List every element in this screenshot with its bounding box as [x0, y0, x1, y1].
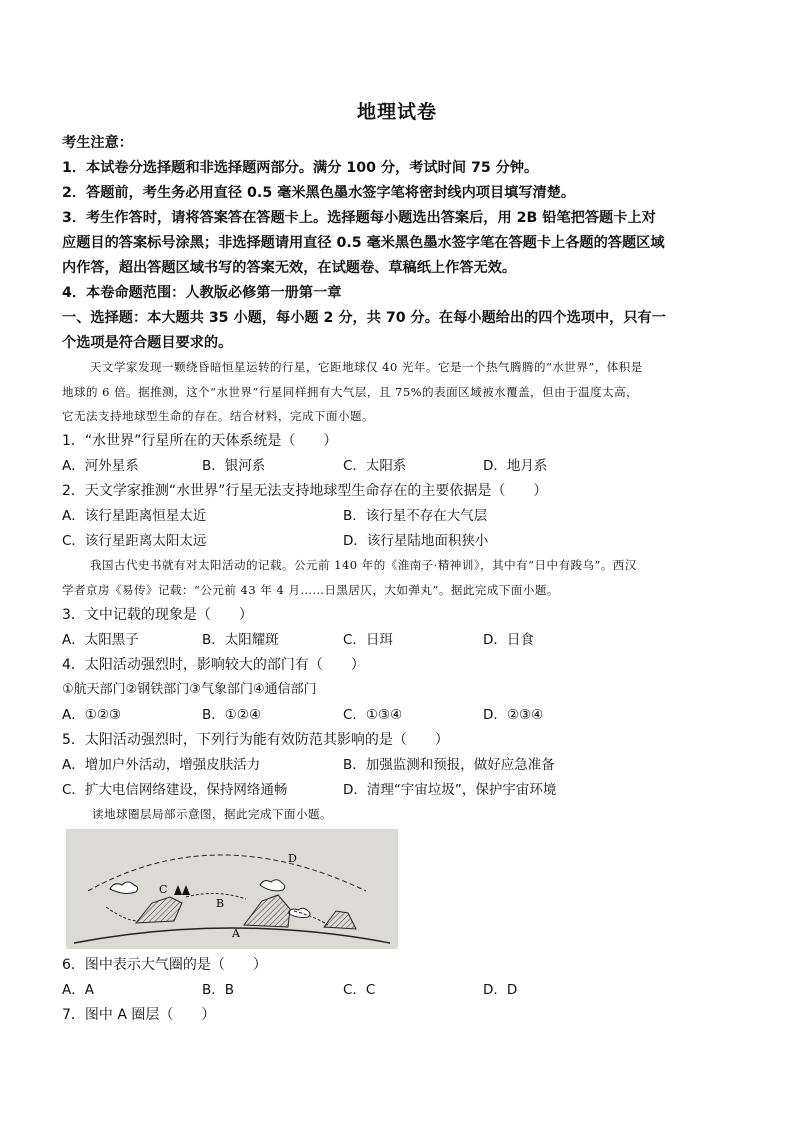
passage-line: 它无法支持地球型生命的存在。结合材料，完成下面小题。 — [62, 409, 374, 423]
option-b: B．加强监测和预报，做好应急准备 — [343, 757, 555, 773]
option-row — [62, 753, 742, 777]
question-stem: 4．太阳活动强烈时，影响较大的部门有（ ） — [62, 657, 365, 673]
option-row — [62, 628, 742, 652]
option-d: D．清理“宇宙垃圾”，保护宇宙环境 — [343, 782, 557, 798]
option-c: C．扩大电信网络建设，保持网络通畅 — [62, 782, 288, 798]
option-d: D．D — [483, 982, 518, 998]
option-row — [62, 454, 742, 478]
label-c: C — [159, 883, 168, 896]
earth-spheres-diagram — [66, 829, 398, 949]
option-a: A．河外星系 — [62, 458, 139, 474]
notice-line: 应题目的答案标号涂黑；非选择题请用直径 0.5 毫米黑色墨水签字笔在答题卡上各题的答题区域 — [62, 235, 665, 251]
cloud-icon — [260, 880, 285, 891]
option-row — [62, 978, 742, 1002]
question-stem: 7．图中 A 圈层（ ） — [62, 1007, 216, 1023]
page-title: 地理试卷 — [356, 101, 437, 123]
passage-line: 我国古代史书就有对太阳活动的记载。公元前 140 年的《淮南子·精神训》，其中有“日中有踆乌”。西汉 — [90, 558, 637, 572]
mountain-right — [324, 911, 356, 929]
section-heading: 个选项是符合题目要求的。 — [62, 335, 233, 351]
passage-line: 读地球圈层局部示意图，据此完成下面小题。 — [92, 807, 332, 821]
cloud-icon — [110, 882, 138, 893]
option-d: D．该行星陆地面积狭小 — [343, 533, 489, 549]
option-a: A．①②③ — [62, 707, 122, 723]
label-b: B — [216, 897, 225, 910]
mountain-left — [136, 897, 182, 923]
label-a: A — [232, 927, 240, 940]
notice-line: 1．本试卷分选择题和非选择题两部分。满分 100 分，考试时间 75 分钟。 — [62, 160, 539, 176]
notice-line: 4．本卷命题范围：人教版必修第一册第一章 — [62, 285, 342, 301]
notice-line: 3．考生作答时，请将答案答在答题卡上。选择题每小题选出答案后，用 2B 铅笔把答题卡上对 — [62, 210, 656, 226]
option-row — [62, 504, 742, 528]
option-c: C．C — [343, 982, 376, 998]
option-c: C．日珥 — [343, 632, 393, 648]
question-stem: 1．“水世界”行星所在的天体系统是（ ） — [62, 433, 338, 449]
option-b: B．B — [202, 982, 235, 998]
passage-line: 天文学家发现一颗绕昏暗恒星运转的行星，它距地球仅 40 光年。它是一个热气腾腾的“水世界”，体积是 — [90, 360, 643, 374]
option-c: C．该行星距离太阳太远 — [62, 533, 207, 549]
option-b: B．太阳耀斑 — [202, 632, 279, 648]
option-c: C．①③④ — [343, 707, 403, 723]
notice-line: 内作答，超出答题区域书写的答案无效，在试题卷、草稿纸上作答无效。 — [62, 260, 517, 276]
mountain-middle — [244, 895, 290, 927]
label-d: D — [288, 852, 297, 865]
section-heading: 一、选择题：本大题共 35 小题，每小题 2 分，共 70 分。在每小题给出的四个选项中，只有一 — [62, 310, 666, 326]
passage-line: 地球的 6 倍。据推测，这个“水世界”行星同样拥有大气层，且 75%的表面区域被水覆盖，但由于温度太高， — [62, 385, 639, 399]
option-a: A．该行星距离恒星太近 — [62, 508, 207, 524]
question-items: ①航天部门②钢铁部门③气象部门④通信部门 — [62, 682, 317, 697]
notice-heading: 考生注意： — [62, 135, 133, 151]
question-stem: 5．太阳活动强烈时，下列行为能有效防范其影响的是（ ） — [62, 732, 449, 748]
option-b: B．该行星不存在大气层 — [343, 508, 488, 524]
option-d: D．地月系 — [483, 458, 548, 474]
option-b: B．银河系 — [202, 458, 266, 474]
option-c: C．太阳系 — [343, 458, 407, 474]
option-d: D．②③④ — [483, 707, 544, 723]
option-d: D．日食 — [483, 632, 534, 648]
option-row — [62, 778, 742, 802]
option-b: B．①②④ — [202, 707, 262, 723]
option-a: A．增加户外活动，增强皮肤活力 — [62, 757, 261, 773]
question-stem: 6．图中表示大气圈的是（ ） — [62, 957, 267, 973]
option-a: A．A — [62, 982, 94, 998]
tree-icon — [174, 885, 190, 895]
earth-spheres-svg — [66, 829, 398, 949]
question-stem: 3．文中记载的现象是（ ） — [62, 607, 253, 623]
water-curve — [106, 907, 138, 921]
option-a: A．太阳黑子 — [62, 632, 139, 648]
option-row — [62, 703, 742, 727]
notice-line: 2．答题前，考生务必用直径 0.5 毫米黑色墨水签字笔将密封线内项目填写清楚。 — [62, 185, 576, 201]
option-row — [62, 529, 742, 553]
question-stem: 2．天文学家推测“水世界”行星无法支持地球型生命存在的主要依据是（ ） — [62, 483, 548, 499]
passage-line: 学者京房《易传》记载：“公元前 43 年 4 月……日黑居仄，大如弹丸”。据此完成下面小题。 — [62, 583, 559, 597]
